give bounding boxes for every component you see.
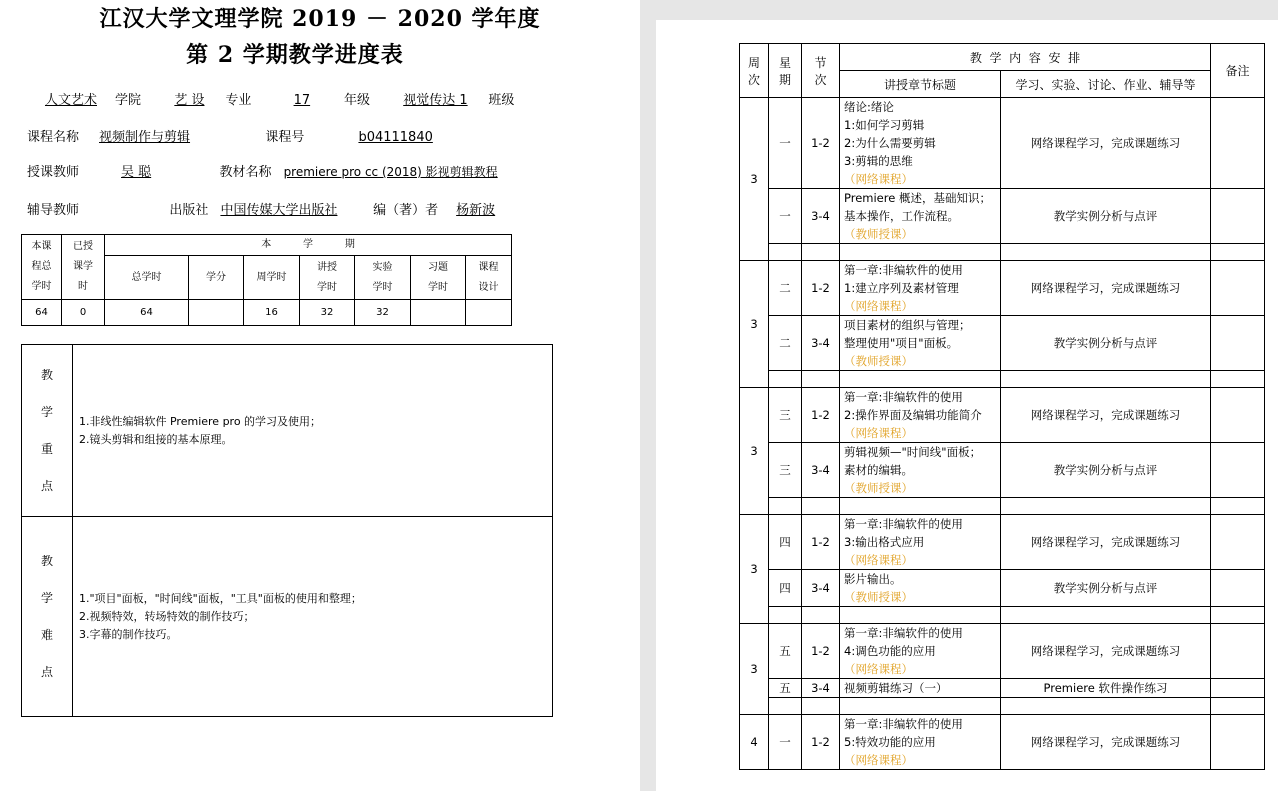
chapter-cell <box>840 98 1001 189</box>
day-cell: 五 <box>769 679 802 698</box>
chapter-line: 影片输出。 <box>844 572 902 586</box>
schedule-row <box>740 570 1265 607</box>
activity-cell: 网络课程学习，完成课题练习 <box>1001 715 1211 770</box>
publisher-value: 中国传媒大学出版社 <box>220 203 338 218</box>
chapter-cell <box>840 261 1001 316</box>
difficult-points-content: 1."项目"面板，"时间线"面板，"工具"面板的使用和整理； 2.视频特效，转场特效的制作技巧； 3.字幕的制作技巧。 <box>73 517 553 717</box>
chapter-line: 1:建立序列及素材管理 <box>844 281 959 295</box>
teaching-mode-tag: （网络课程） <box>844 553 913 567</box>
chapter-line: 5:特效功能的应用 <box>844 735 936 749</box>
schedule-row <box>740 98 1265 189</box>
spacer-row <box>740 371 1265 388</box>
teaching-mode-tag: （网络课程） <box>844 662 913 676</box>
spacer-cell <box>840 371 1001 388</box>
header-chapter: 讲授章节标题 <box>840 71 1001 98</box>
section-cell: 3-4 <box>802 189 840 244</box>
header-day: 星 期 <box>769 44 802 98</box>
chapter-line: 第一章:非编软件的使用 <box>844 626 963 640</box>
spacer-cell <box>802 371 840 388</box>
schedule-row <box>740 515 1265 570</box>
spacer-cell <box>1001 698 1211 715</box>
total-hours-header: 本课 程总 学时 <box>22 235 62 300</box>
spacer-cell <box>769 498 802 515</box>
publisher-label: 出版社 <box>169 203 209 218</box>
day-cell: 一 <box>769 715 802 770</box>
section-cell: 3-4 <box>802 570 840 607</box>
value-term-total: 64 <box>105 300 189 326</box>
remark-cell <box>1211 570 1265 607</box>
course-no-value: b04111840 <box>358 130 433 145</box>
chapter-cell <box>840 443 1001 498</box>
remark-cell <box>1211 515 1265 570</box>
teacher-line <box>27 161 534 180</box>
schedule-row <box>740 261 1265 316</box>
activity-cell: 网络课程学习，完成课题练习 <box>1001 98 1211 189</box>
textbook-value: premiere pro cc (2018) 影视剪辑教程 <box>283 165 498 179</box>
chapter-line: 第一章:非编软件的使用 <box>844 263 963 277</box>
remark-cell <box>1211 624 1265 679</box>
header-activity: 学习、实验、讨论、作业、辅导等 <box>1001 71 1211 98</box>
col-design: 课程 设计 <box>466 256 512 300</box>
schedule-row <box>740 443 1265 498</box>
spacer-cell <box>840 698 1001 715</box>
schedule-row <box>740 189 1265 244</box>
section-cell: 3-4 <box>802 316 840 371</box>
chapter-cell <box>840 316 1001 371</box>
teacher-label: 授课教师 <box>27 165 80 180</box>
week-cell: 3 <box>740 624 769 715</box>
major-value: 艺 设 <box>174 93 205 108</box>
teaching-mode-tag: （网络课程） <box>844 172 913 186</box>
chapter-cell <box>840 515 1001 570</box>
remark-cell <box>1211 261 1265 316</box>
spacer-cell <box>802 698 840 715</box>
difficult-points-label: 教 学 难 点 <box>22 517 73 717</box>
schedule-row <box>740 715 1265 770</box>
activity-cell: 教学实例分析与点评 <box>1001 443 1211 498</box>
value-credit <box>189 300 244 326</box>
spacer-cell <box>1211 607 1265 624</box>
week-cell: 3 <box>740 98 769 261</box>
major-label: 专业 <box>225 93 252 108</box>
schedule-row <box>740 624 1265 679</box>
day-cell: 一 <box>769 189 802 244</box>
value-taught: 0 <box>62 300 105 326</box>
col-lab: 实验 学时 <box>355 256 411 300</box>
col-total: 总学时 <box>105 256 189 300</box>
grade-label: 年级 <box>343 93 370 108</box>
spacer-row <box>740 607 1265 624</box>
schedule-row <box>740 316 1265 371</box>
teacher-value: 吴 聪 <box>121 165 152 180</box>
teaching-mode-tag: （教师授课） <box>844 590 913 604</box>
chapter-cell <box>840 624 1001 679</box>
chapter-line: 1:如何学习剪辑 <box>844 118 925 132</box>
section-cell: 1-2 <box>802 388 840 443</box>
day-cell: 二 <box>769 316 802 371</box>
teaching-mode-tag: （教师授课） <box>844 354 913 368</box>
chapter-cell <box>840 715 1001 770</box>
chapter-line: 第一章:非编软件的使用 <box>844 390 963 404</box>
key-points-content: 1.非线性编辑软件 Premiere pro 的学习及使用； 2.镜头剪辑和组接的基本原理。 <box>73 345 553 517</box>
section-cell: 1-2 <box>802 624 840 679</box>
chapter-line: 整理使用"项目"面板。 <box>844 336 959 350</box>
section-cell: 3-4 <box>802 679 840 698</box>
spacer-cell <box>1001 371 1211 388</box>
chapter-cell <box>840 388 1001 443</box>
chapter-line: 2:操作界面及编辑功能简介 <box>844 408 982 422</box>
remark-cell <box>1211 388 1265 443</box>
day-cell: 五 <box>769 624 802 679</box>
college-value: 人文艺术 <box>44 93 97 108</box>
textbook-label: 教材名称 <box>219 165 272 180</box>
chapter-line: 视频剪辑练习（一） <box>844 681 948 695</box>
college-label: 学院 <box>115 93 142 108</box>
day-cell: 四 <box>769 570 802 607</box>
spacer-cell <box>802 498 840 515</box>
spacer-cell <box>1001 498 1211 515</box>
activity-cell: 教学实例分析与点评 <box>1001 316 1211 371</box>
value-total: 64 <box>22 300 62 326</box>
spacer-cell <box>1001 607 1211 624</box>
chapter-line: 第一章:非编软件的使用 <box>844 517 963 531</box>
activity-cell: 教学实例分析与点评 <box>1001 570 1211 607</box>
schedule-row <box>740 679 1265 698</box>
course-name-value: 视频制作与剪辑 <box>99 130 191 145</box>
remark-cell <box>1211 715 1265 770</box>
chapter-line: 项目素材的组织与管理； <box>844 318 971 332</box>
activity-cell: Premiere 软件操作练习 <box>1001 679 1211 698</box>
chapter-line: 3:剪辑的思维 <box>844 154 913 168</box>
spacer-row <box>740 498 1265 515</box>
author-value: 杨新波 <box>456 203 496 218</box>
teaching-mode-tag: （教师授课） <box>844 481 913 495</box>
header-section: 节 次 <box>802 44 840 98</box>
teaching-mode-tag: （教师授课） <box>844 227 913 241</box>
remark-cell <box>1211 98 1265 189</box>
week-cell: 4 <box>740 715 769 770</box>
grade-value: 17 <box>293 93 311 108</box>
remark-cell <box>1211 679 1265 698</box>
document-subtitle: 第 2 学期教学进度表 <box>186 42 404 68</box>
chapter-line: 3:输出格式应用 <box>844 535 925 549</box>
spacer-cell <box>802 244 840 261</box>
col-lecture: 讲授 学时 <box>300 256 355 300</box>
course-line <box>27 126 506 145</box>
col-credit: 学分 <box>189 256 244 300</box>
class-value: 视觉传达 1 <box>403 93 468 108</box>
section-cell: 3-4 <box>802 443 840 498</box>
day-cell: 三 <box>769 388 802 443</box>
remark-cell <box>1211 189 1265 244</box>
spacer-cell <box>769 244 802 261</box>
section-cell: 1-2 <box>802 715 840 770</box>
section-cell: 1-2 <box>802 98 840 189</box>
value-lecture: 32 <box>300 300 355 326</box>
chapter-cell <box>840 189 1001 244</box>
header-content: 教 学 内 容 安 排 <box>840 44 1211 71</box>
spacer-cell <box>802 607 840 624</box>
header-remark: 备注 <box>1211 44 1265 98</box>
taught-hours-header: 已授 课学 时 <box>62 235 105 300</box>
spacer-cell <box>769 698 802 715</box>
chapter-line: 第一章:非编软件的使用 <box>844 717 963 731</box>
col-weekly: 周学时 <box>244 256 300 300</box>
spacer-cell <box>1211 498 1265 515</box>
class-info-line <box>27 89 514 108</box>
spacer-cell <box>840 607 1001 624</box>
class-label: 班级 <box>488 93 515 108</box>
activity-cell: 网络课程学习，完成课题练习 <box>1001 515 1211 570</box>
teaching-mode-tag: （网络课程） <box>844 426 913 440</box>
hours-table <box>21 234 512 326</box>
chapter-line: 4:调色功能的应用 <box>844 644 936 658</box>
day-cell: 一 <box>769 98 802 189</box>
value-exercise <box>411 300 466 326</box>
spacer-cell <box>840 498 1001 515</box>
activity-cell: 教学实例分析与点评 <box>1001 189 1211 244</box>
spacer-cell <box>1211 698 1265 715</box>
chapter-cell <box>840 679 1001 698</box>
document-title: 江汉大学文理学院 2019 － 2020 学年度 <box>99 6 541 32</box>
teaching-mode-tag: （网络课程） <box>844 753 913 767</box>
right-page <box>656 20 1278 791</box>
schedule-table <box>739 43 1265 770</box>
day-cell: 三 <box>769 443 802 498</box>
course-name-label: 课程名称 <box>27 130 80 145</box>
week-cell: 3 <box>740 388 769 515</box>
spacer-row <box>740 698 1265 715</box>
remark-cell <box>1211 316 1265 371</box>
key-points-label: 教 学 重 点 <box>22 345 73 517</box>
chapter-line: 基本操作，工作流程。 <box>844 209 959 223</box>
spacer-cell <box>840 244 1001 261</box>
header-week: 周 次 <box>740 44 769 98</box>
spacer-cell <box>1211 371 1265 388</box>
value-design <box>466 300 512 326</box>
activity-cell: 网络课程学习，完成课题练习 <box>1001 624 1211 679</box>
course-no-label: 课程号 <box>265 130 305 145</box>
term-header: 本 学 期 <box>105 235 512 256</box>
chapter-line: 绪论:绪论 <box>844 100 894 114</box>
day-cell: 四 <box>769 515 802 570</box>
spacer-row <box>740 244 1265 261</box>
schedule-row <box>740 388 1265 443</box>
chapter-line: 2:为什么需要剪辑 <box>844 136 936 150</box>
week-cell: 3 <box>740 261 769 388</box>
author-label: 编（著）者 <box>373 203 439 218</box>
remark-cell <box>1211 443 1265 498</box>
teaching-mode-tag: （网络课程） <box>844 299 913 313</box>
day-cell: 二 <box>769 261 802 316</box>
publisher-line <box>27 199 522 218</box>
spacer-cell <box>1211 244 1265 261</box>
chapter-line: 素材的编辑。 <box>844 463 913 477</box>
spacer-cell <box>1001 244 1211 261</box>
value-weekly: 16 <box>244 300 300 326</box>
week-cell: 3 <box>740 515 769 624</box>
col-exercise: 习题 学时 <box>411 256 466 300</box>
chapter-line: Premiere 概述，基础知识； <box>844 191 991 205</box>
tutor-label: 辅导教师 <box>27 203 80 218</box>
value-lab: 32 <box>355 300 411 326</box>
activity-cell: 网络课程学习，完成课题练习 <box>1001 261 1211 316</box>
spacer-cell <box>769 607 802 624</box>
section-cell: 1-2 <box>802 515 840 570</box>
key-points-table <box>21 344 553 717</box>
section-cell: 1-2 <box>802 261 840 316</box>
activity-cell: 网络课程学习，完成课题练习 <box>1001 388 1211 443</box>
chapter-cell <box>840 570 1001 607</box>
spacer-cell <box>769 371 802 388</box>
chapter-line: 剪辑视频—"时间线"面板； <box>844 445 982 459</box>
